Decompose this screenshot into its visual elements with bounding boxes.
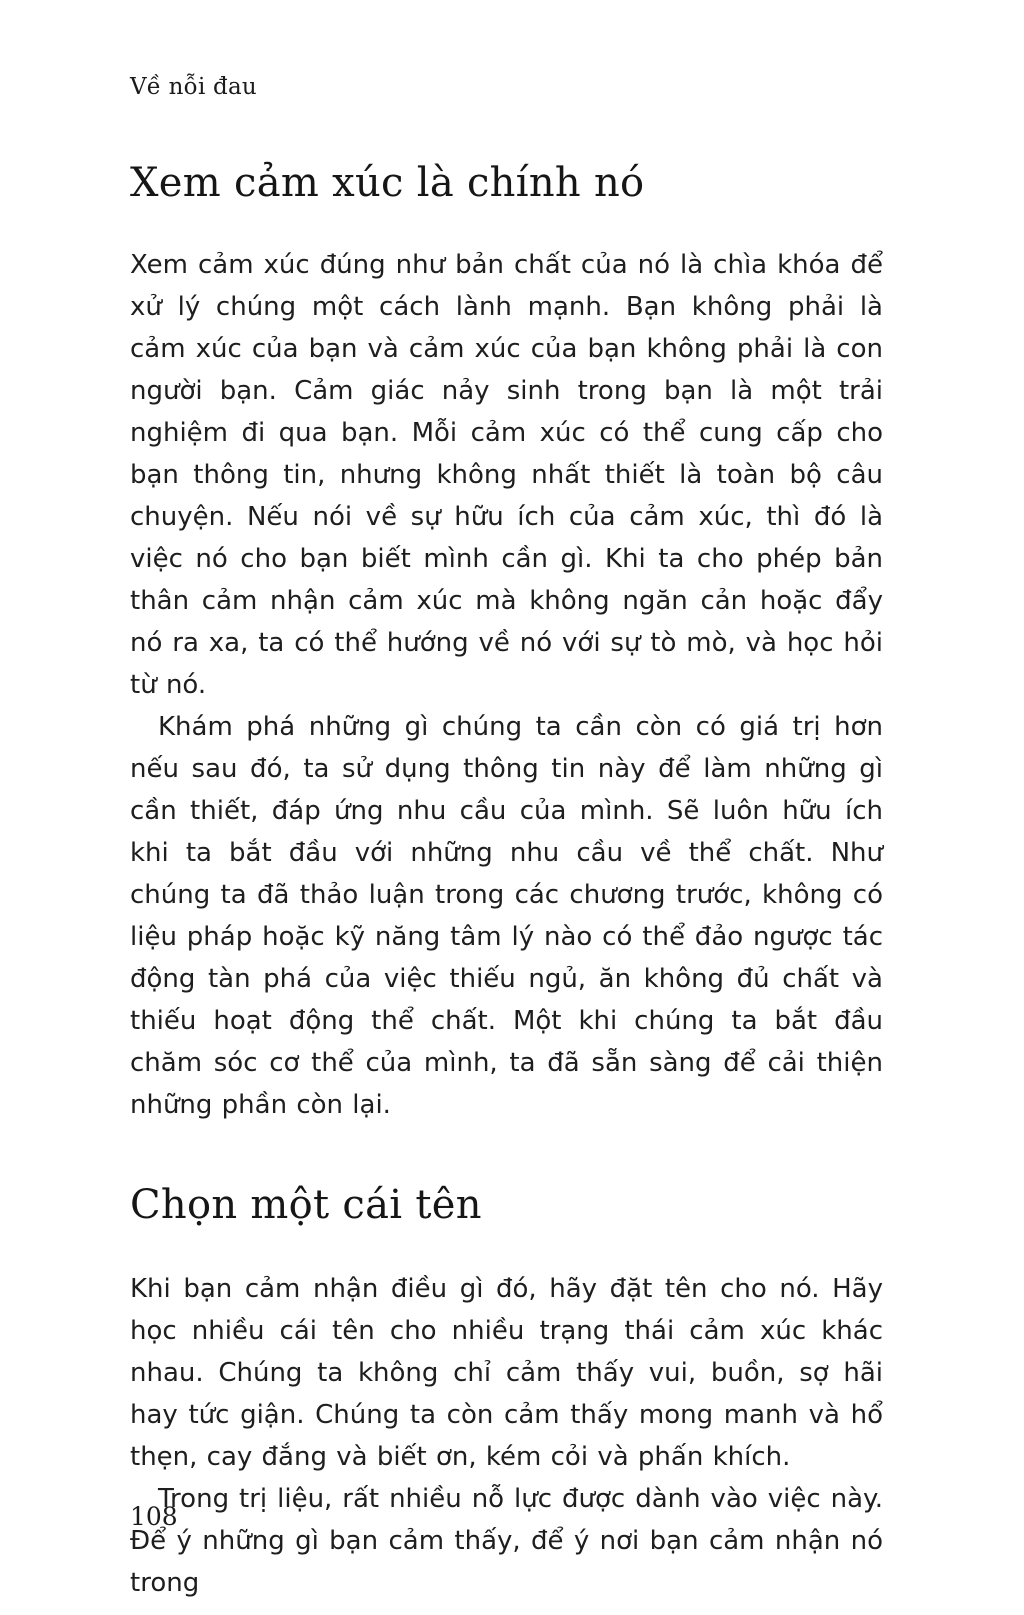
section-heading-chon-mot-cai-ten: Chọn một cái tên (130, 1182, 482, 1228)
paragraph: Khám phá những gì chúng ta cần còn có giá trị hơn nếu sau đó, ta sử dụng thông tin này để làm những gì cần thiết, đáp ứng nhu cầu của mình. Sẽ luôn hữu ích khi ta bắt đầu với những nhu cầu về thể chất. Như chúng ta đã thảo luận trong các chương trước, không có liệu pháp hoặc kỹ năng tâm lý nào có thể đảo ngược tác động tàn phá của việc thiếu ngủ, ăn không đủ chất và thiếu hoạt động thể chất. Một khi chúng ta bắt đầu chăm sóc cơ thể của mình, ta đã sẵn sàng để cải thiện những phần còn lại. (130, 712, 883, 1120)
page-content (130, 156, 883, 1604)
paragraph: Khi bạn cảm nhận điều gì đó, hãy đặt tên cho nó. Hãy học nhiều cái tên cho nhiều trạng thái cảm xúc khác nhau. Chúng ta không chỉ cảm thấy vui, buồn, sợ hãi hay tức giận. Chúng ta còn cảm thấy mong manh và hổ thẹn, cay đắng và biết ơn, kém cỏi và phấn khích. (130, 1274, 883, 1472)
running-header: Về nỗi đau (130, 74, 257, 100)
paragraph: Trong trị liệu, rất nhiều nỗ lực được dành vào việc này. Để ý những gì bạn cảm thấy, để ý nơi bạn cảm nhận nó trong (130, 1484, 883, 1598)
paragraph: Xem cảm xúc đúng như bản chất của nó là chìa khóa để xử lý chúng một cách lành mạnh. Bạn không phải là cảm xúc của bạn và cảm xúc của bạn không phải là con người bạn. Cảm giác nảy sinh trong bạn là một trải nghiệm đi qua bạn. Mỗi cảm xúc có thể cung cấp cho bạn thông tin, nhưng không nhất thiết là toàn bộ câu chuyện. Nếu nói về sự hữu ích của cảm xúc, thì đó là việc nó cho bạn biết mình cần gì. Khi ta cho phép bản thân cảm nhận cảm xúc mà không ngăn cản hoặc đẩy nó ra xa, ta có thể hướng về nó với sự tò mò, và học hỏi từ nó. (130, 250, 883, 700)
section-heading-xem-cam-xuc: Xem cảm xúc là chính nó (130, 160, 645, 206)
page-number: 108 (130, 1502, 178, 1531)
